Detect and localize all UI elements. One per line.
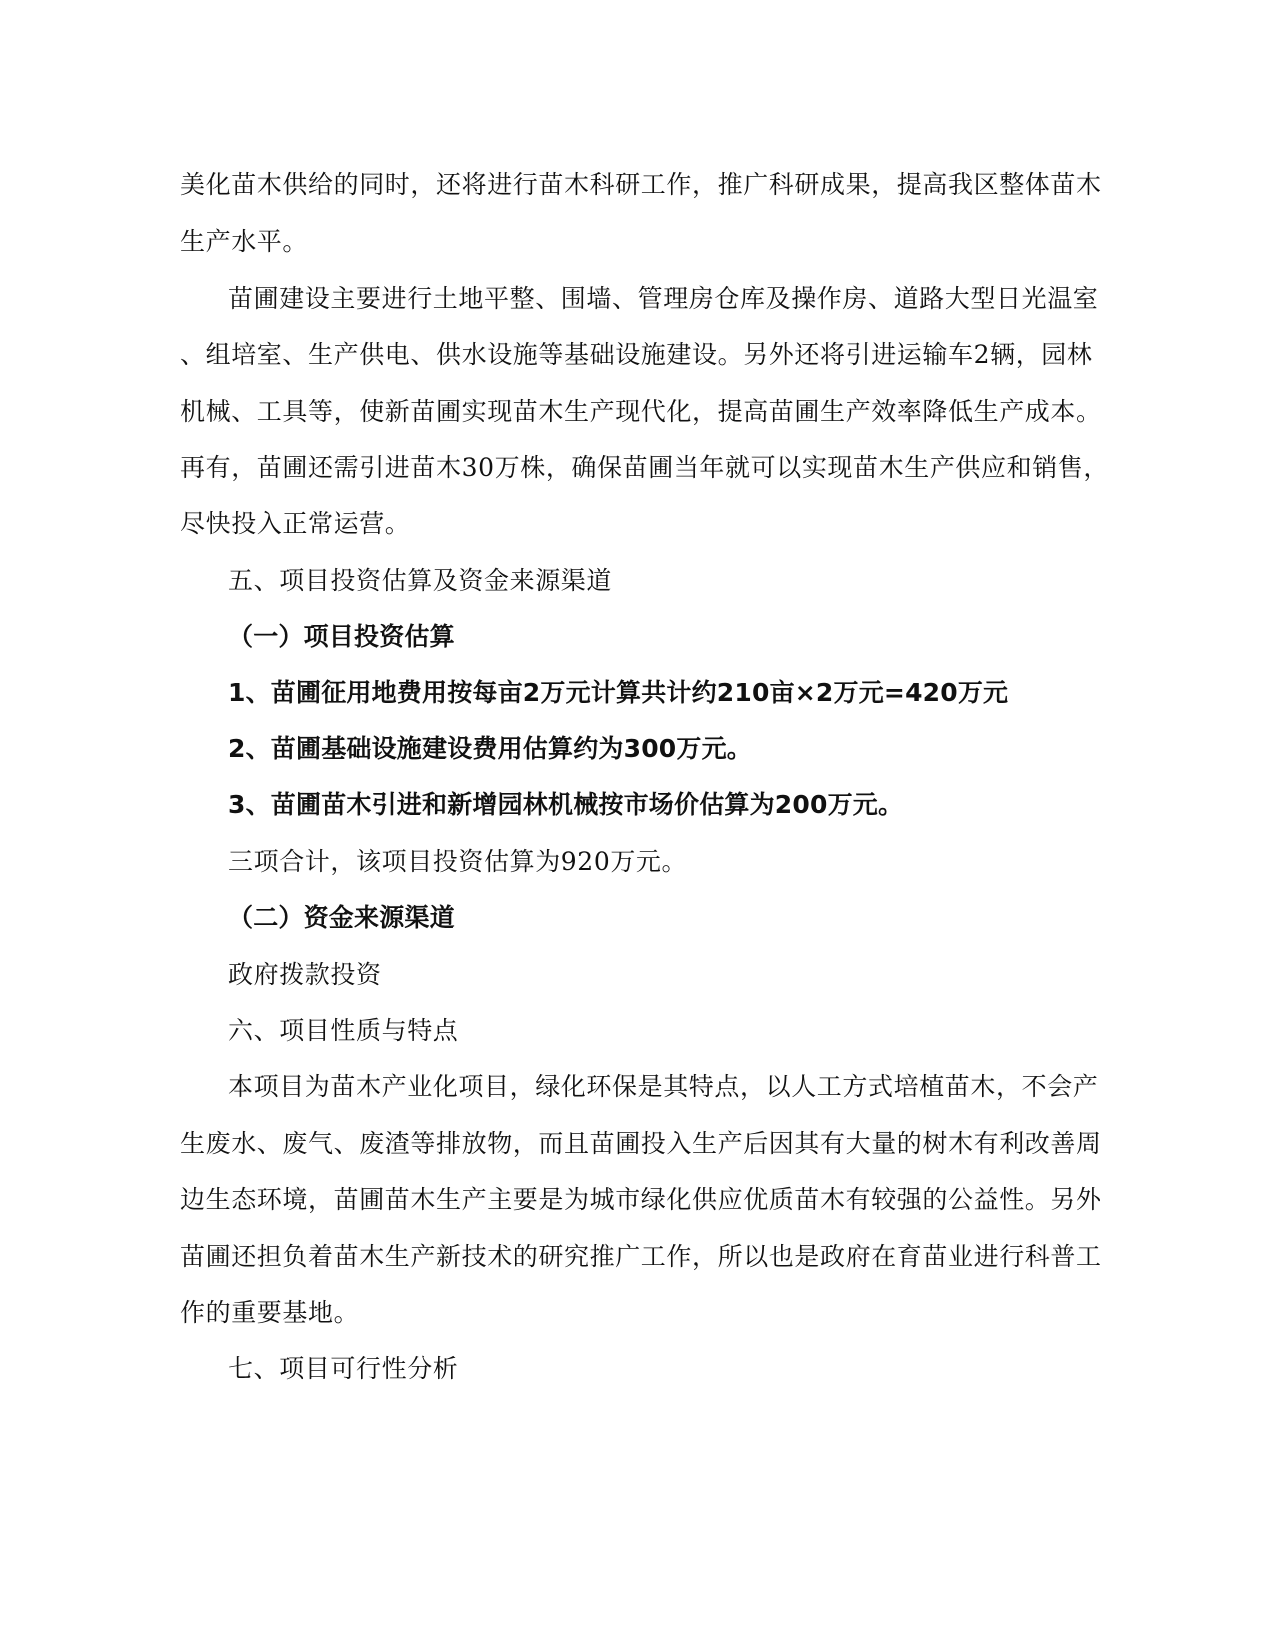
paragraph-line: 苗圃建设主要进行土地平整、围墙、管理房仓库及操作房、道路大型日光温室: [228, 284, 1099, 313]
paragraph-line: 苗圃还担负着苗木生产新技术的研究推广工作，所以也是政府在育苗业进行科普工: [180, 1242, 1102, 1271]
section-heading: 七、项目可行性分析: [228, 1354, 459, 1383]
paragraph-line: 尽快投入正常运营。: [180, 509, 411, 538]
investment-item: 1、苗圃征用地费用按每亩2万元计算共计约210亩×2万元=420万元: [228, 678, 1009, 707]
investment-item: 3、苗圃苗木引进和新增园林机械按市场价估算为200万元。: [228, 790, 904, 819]
investment-total: 三项合计，该项目投资估算为920万元。: [228, 847, 688, 876]
funding-source: 政府拨款投资: [228, 960, 382, 989]
paragraph-line: 边生态环境，苗圃苗木生产主要是为城市绿化供应优质苗木有较强的公益性。另外: [180, 1185, 1102, 1214]
paragraph-line: 机械、工具等，使新苗圃实现苗木生产现代化，提高苗圃生产效率降低生产成本。: [180, 397, 1102, 426]
paragraph-line: 再有，苗圃还需引进苗木30万株，确保苗圃当年就可以实现苗木生产供应和销售，: [180, 453, 1110, 482]
section-heading: 六、项目性质与特点: [228, 1016, 459, 1045]
subsection-heading: （一）项目投资估算: [228, 622, 455, 651]
paragraph-line: 生废水、废气、废渣等排放物，而且苗圃投入生产后因其有大量的树木有利改善周: [180, 1129, 1102, 1158]
paragraph-line: 、组培室、生产供电、供水设施等基础设施建设。另外还将引进运输车2辆，园林: [180, 340, 1093, 369]
investment-item: 2、苗圃基础设施建设费用估算约为300万元。: [228, 734, 752, 763]
paragraph-line: 本项目为苗木产业化项目，绿化环保是其特点，以人工方式培植苗木，不会产: [228, 1072, 1099, 1101]
paragraph-line: 生产水平。: [180, 227, 309, 256]
subsection-heading: （二）资金来源渠道: [228, 903, 455, 932]
paragraph-line: 作的重要基地。: [180, 1298, 360, 1327]
section-heading: 五、项目投资估算及资金来源渠道: [228, 566, 613, 595]
paragraph-line: 美化苗木供给的同时，还将进行苗木科研工作，推广科研成果，提高我区整体苗木: [180, 170, 1102, 199]
